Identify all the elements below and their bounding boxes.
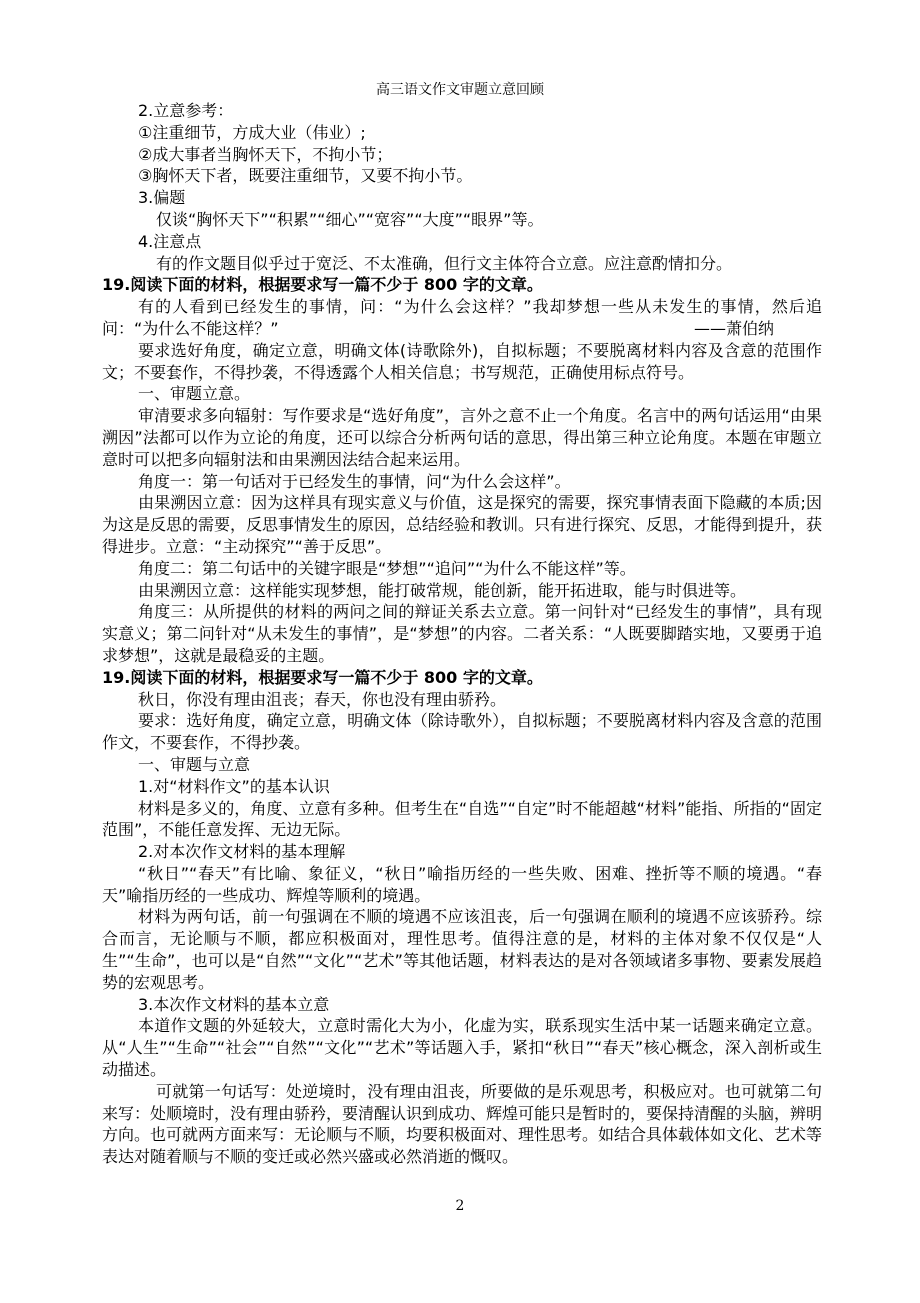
paragraph-text: 审清要求多向辐射：写作要求是“选好角度”，言外之意不止一个角度。名言中的两句话运用“由果溯因”法都可以作为立论的角度，还可以综合分析两句话的意思，得出第三种立论角度。本题在审题立意时可以把多向辐射法和由果溯因法结合起来运用。 — [102, 406, 822, 469]
paragraph — [102, 863, 822, 907]
paragraph-text: 2.对本次作文材料的基本理解 — [138, 842, 346, 862]
paragraph — [102, 710, 822, 754]
paragraph-text: 2.立意参考： — [138, 101, 234, 120]
paragraph — [102, 296, 822, 340]
paragraph — [102, 798, 822, 842]
paragraph — [102, 841, 822, 863]
paragraph — [102, 187, 822, 209]
paragraph — [102, 601, 822, 666]
paragraph-text: 角度三：从所提供的材料的两问之间的辩证关系去立意。第一问针对“已经发生的事情”，具有现实意义；第二问针对“从未发生的事情”，是“梦想”的内容。二者关系：“人既要脚踏实地，又要勇于追求梦想”，这就是最稳妥的主题。 — [102, 602, 822, 665]
question-heading — [102, 667, 822, 689]
paragraph-text: 有的人看到已经发生的事情，问：“为什么会这样？”我却梦想一些从未发生的事情，然后追问：“为什么不能这样？” — [102, 297, 822, 338]
paragraph-text: 3.偏题 — [138, 188, 186, 208]
question-heading — [102, 274, 822, 296]
paragraph — [102, 580, 822, 602]
quote-attribution: ——萧伯纳 — [693, 318, 774, 338]
paragraph-text: 可就第一句话写：处逆境时，没有理由沮丧，所要做的是乐观思考，积极应对。也可就第二句来写：处顺境时，没有理由骄矜，要清醒认识到成功、辉煌可能只是暂时的，要保持清醒的头脑，辨明方向。也可就两方面来写：无论顺与不顺，均要积极面对、理性思考。如结合具体载体如文化、艺术等表达对随着顺与不顺的变迁或必然兴盛或必然消逝的慨叹。 — [102, 1081, 823, 1167]
paragraph — [102, 253, 822, 275]
paragraph — [102, 471, 822, 493]
paragraph — [102, 776, 822, 798]
paragraph-text: 4.注意点 — [138, 231, 202, 251]
paragraph-text: ③胸怀天下者，既要注重细节，又要不拘小节。 — [138, 166, 473, 186]
paragraph-text: 要求选好角度，确定立意，明确文体(诗歌除外)，自拟标题；不要脱离材料内容及含意的范围作文；不要套作，不得抄袭，不得透露个人相关信息；书写规范，正确使用标点符号。 — [102, 340, 822, 382]
paragraph-text: 有的作文题目似乎过于宽泛、不太准确，但行文主体符合立意。应注意酌情扣分。 — [156, 253, 733, 273]
paragraph-text: 19.阅读下面的材料，根据要求写一篇不少于 800 字的文章。 — [102, 275, 543, 295]
paragraph — [102, 906, 822, 993]
paragraph — [102, 558, 822, 580]
paragraph — [102, 1081, 822, 1168]
page-header: 高三语文作文审题立意回顾 — [376, 82, 544, 98]
paragraph-text: 3.本次作文材料的基本立意 — [138, 994, 330, 1014]
paragraph-text: 仅谈“胸怀天下”“积累”“细心”“宽容”“大度”“眼界”等。 — [156, 209, 544, 229]
paragraph — [102, 405, 822, 470]
paragraph-text: ②成大事者当胸怀天下，不拘小节； — [138, 144, 393, 164]
paragraph-text: 19.阅读下面的材料，根据要求写一篇不少于 800 字的文章。 — [102, 667, 543, 687]
paragraph — [102, 689, 822, 711]
paragraph — [102, 100, 822, 122]
document-body — [102, 100, 822, 1168]
paragraph — [102, 492, 822, 557]
paragraph — [102, 165, 822, 187]
paragraph-text: 1.对“材料作文”的基本认识 — [138, 776, 330, 796]
paragraph-text: 秋日，你没有理由沮丧；春天，你也没有理由骄矜。 — [138, 689, 507, 709]
paragraph — [102, 209, 822, 231]
paragraph — [102, 231, 822, 253]
paragraph — [102, 994, 822, 1016]
paragraph-text: 一、审题与立意 — [138, 754, 251, 774]
paragraph-text: ①注重细节，方成大业（伟业）; — [138, 122, 366, 142]
paragraph-text: 材料为两句话，前一句强调在不顺的境遇不应该沮丧，后一句强调在顺利的境遇不应该骄矜。综合而言，无论顺与不顺，都应积极面对，理性思考。值得注意的是，材料的主体对象不仅仅是“人生”“生命”，也可以是“自然”“文化”“艺术”等其他话题，材料表达的是对各领域诸多事物、要素发展趋势的宏观思考。 — [102, 907, 822, 992]
paragraph-text: 材料是多义的，角度、立意有多种。但考生在“自选”“自定”时不能超越“材料”能指、所指的“固定范围”，不能任意发挥、无边无际。 — [102, 798, 822, 840]
paragraph-text: 由果溯因立意：这样能实现梦想，能打破常规，能创新，能开拓进取，能与时俱进等。 — [138, 580, 747, 600]
paragraph-text: 角度一：第一句话对于已经发生的事情，问“为什么会这样”。 — [138, 471, 571, 491]
paragraph — [102, 1015, 822, 1080]
paragraph — [102, 144, 822, 166]
paragraph-text: “秋日”“春天”有比喻、象征义，“秋日”喻指历经的一些失败、困难、挫折等不顺的境遇。“春天”喻指历经的一些成功、辉煌等顺利的境遇。 — [102, 863, 822, 905]
paragraph — [102, 340, 822, 384]
page-number: 2 — [455, 1198, 465, 1214]
paragraph-text: 本道作文题的外延较大，立意时需化大为小，化虚为实，联系现实生活中某一话题来确定立意。从“人生”“生命”“社会”“自然”“文化”“艺术”等话题入手，紧扣“秋日”“春天”核心概念，深入剖析或生动描述。 — [102, 1016, 822, 1080]
paragraph-text: 要求：选好角度，确定立意，明确文体（除诗歌外），自拟标题；不要脱离材料内容及含意的范围作文，不要套作，不得抄袭。 — [102, 711, 822, 753]
paragraph-text: 由果溯因立意：因为这样具有现实意义与价值，这是探究的需要，探究事情表面下隐藏的本质;因为这是反思的需要，反思事情发生的原因，总结经验和教训。只有进行探究、反思，才能得到提升，获得进步。立意：“主动探究”“善于反思”。 — [102, 493, 823, 556]
paragraph — [102, 383, 822, 405]
paragraph — [102, 754, 822, 776]
paragraph-text: 一、审题立意。 — [138, 384, 251, 404]
paragraph — [102, 122, 822, 144]
paragraph-text: 角度二：第二句话中的关键字眼是“梦想”“追问”“为什么不能这样”等。 — [138, 558, 636, 578]
